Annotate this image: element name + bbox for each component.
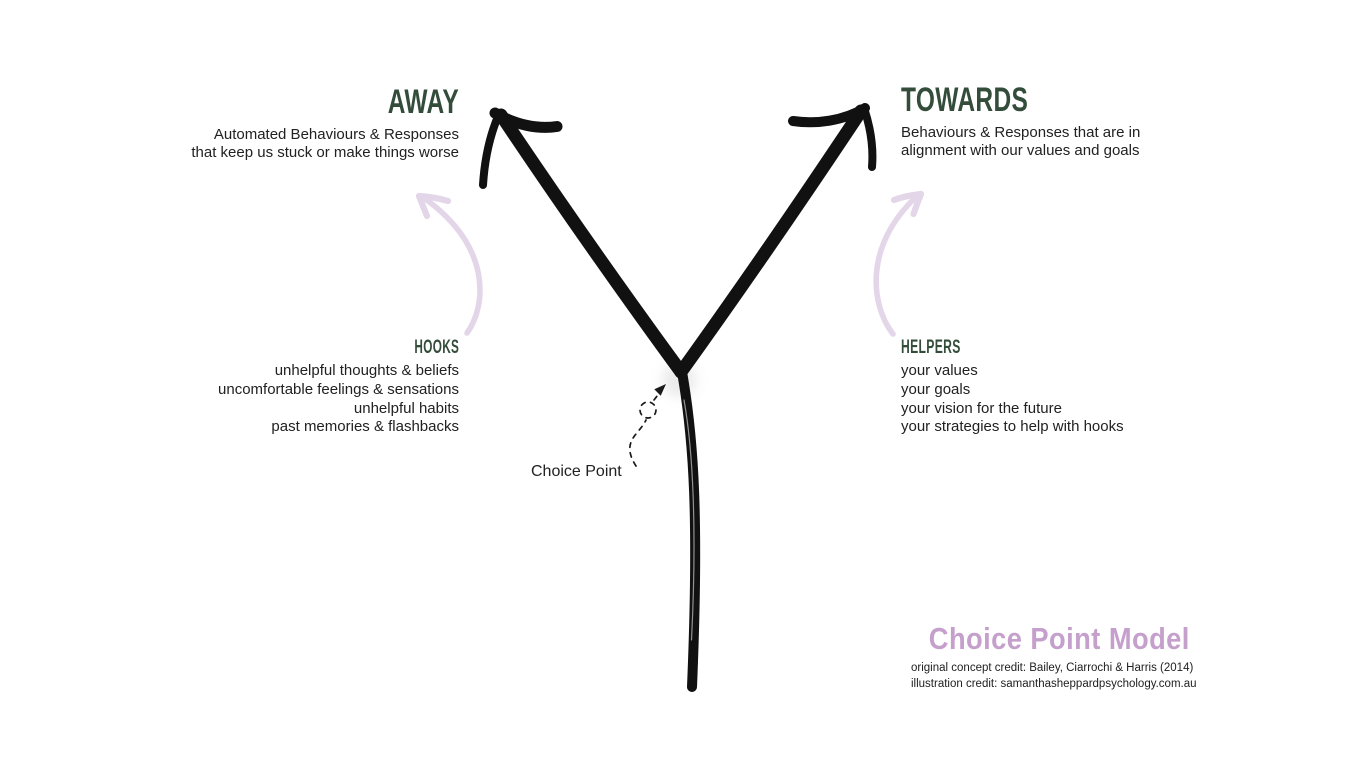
credit-line-concept: original concept credit: Bailey, Ciarrochi & Harris (2014) <box>911 662 1194 674</box>
y-right-branch <box>681 111 861 372</box>
y-fork-arrow <box>483 108 872 687</box>
towards-description <box>901 124 1140 159</box>
towards-description-line-1: Behaviours & Responses that are in <box>901 124 1141 141</box>
hooks-item: unhelpful habits <box>353 399 459 417</box>
helpers-item: your strategies to help with hooks <box>901 418 1124 436</box>
dashed-arrowhead <box>654 384 666 396</box>
away-description-line-2: that keep us stuck or make things worse <box>191 143 459 161</box>
away-section <box>191 83 459 161</box>
away-heading: AWAY <box>387 83 459 121</box>
credits <box>911 660 1197 692</box>
helpers-section <box>901 337 1124 437</box>
lavender-curved-arrow-right <box>876 194 921 334</box>
helpers-item: your values <box>901 362 978 379</box>
credit-line-illustration: illustration credit: samanthasheppardpsychology.com.au <box>911 678 1197 690</box>
hooks-item: past memories & flashbacks <box>271 418 459 436</box>
y-left-branch <box>501 115 681 372</box>
away-description-line-1: Automated Behaviours & Responses <box>213 126 459 143</box>
hooks-item: unhelpful thoughts & beliefs <box>274 362 459 379</box>
footer-section <box>911 621 1197 692</box>
lavender-curved-arrow-left <box>419 196 480 333</box>
helpers-list <box>901 362 1124 437</box>
y-stem <box>682 372 695 687</box>
hooks-item: uncomfortable feelings & sensations <box>218 380 459 398</box>
towards-heading: TOWARDS <box>901 81 1029 119</box>
hooks-list <box>218 362 459 437</box>
helpers-item: your goals <box>901 380 971 398</box>
towards-section <box>901 81 1140 159</box>
away-description <box>191 126 459 161</box>
dashed-loop-arrow <box>630 384 666 466</box>
hooks-section <box>218 337 459 437</box>
helpers-heading: HELPERS <box>901 337 961 358</box>
diagram-title: Choice Point Model <box>928 621 1190 656</box>
choice-point-label: Choice Point <box>531 463 622 480</box>
towards-description-line-2: alignment with our values and goals <box>901 141 1140 159</box>
helpers-item: your vision for the future <box>901 399 1062 417</box>
hooks-heading: HOOKS <box>414 337 459 358</box>
